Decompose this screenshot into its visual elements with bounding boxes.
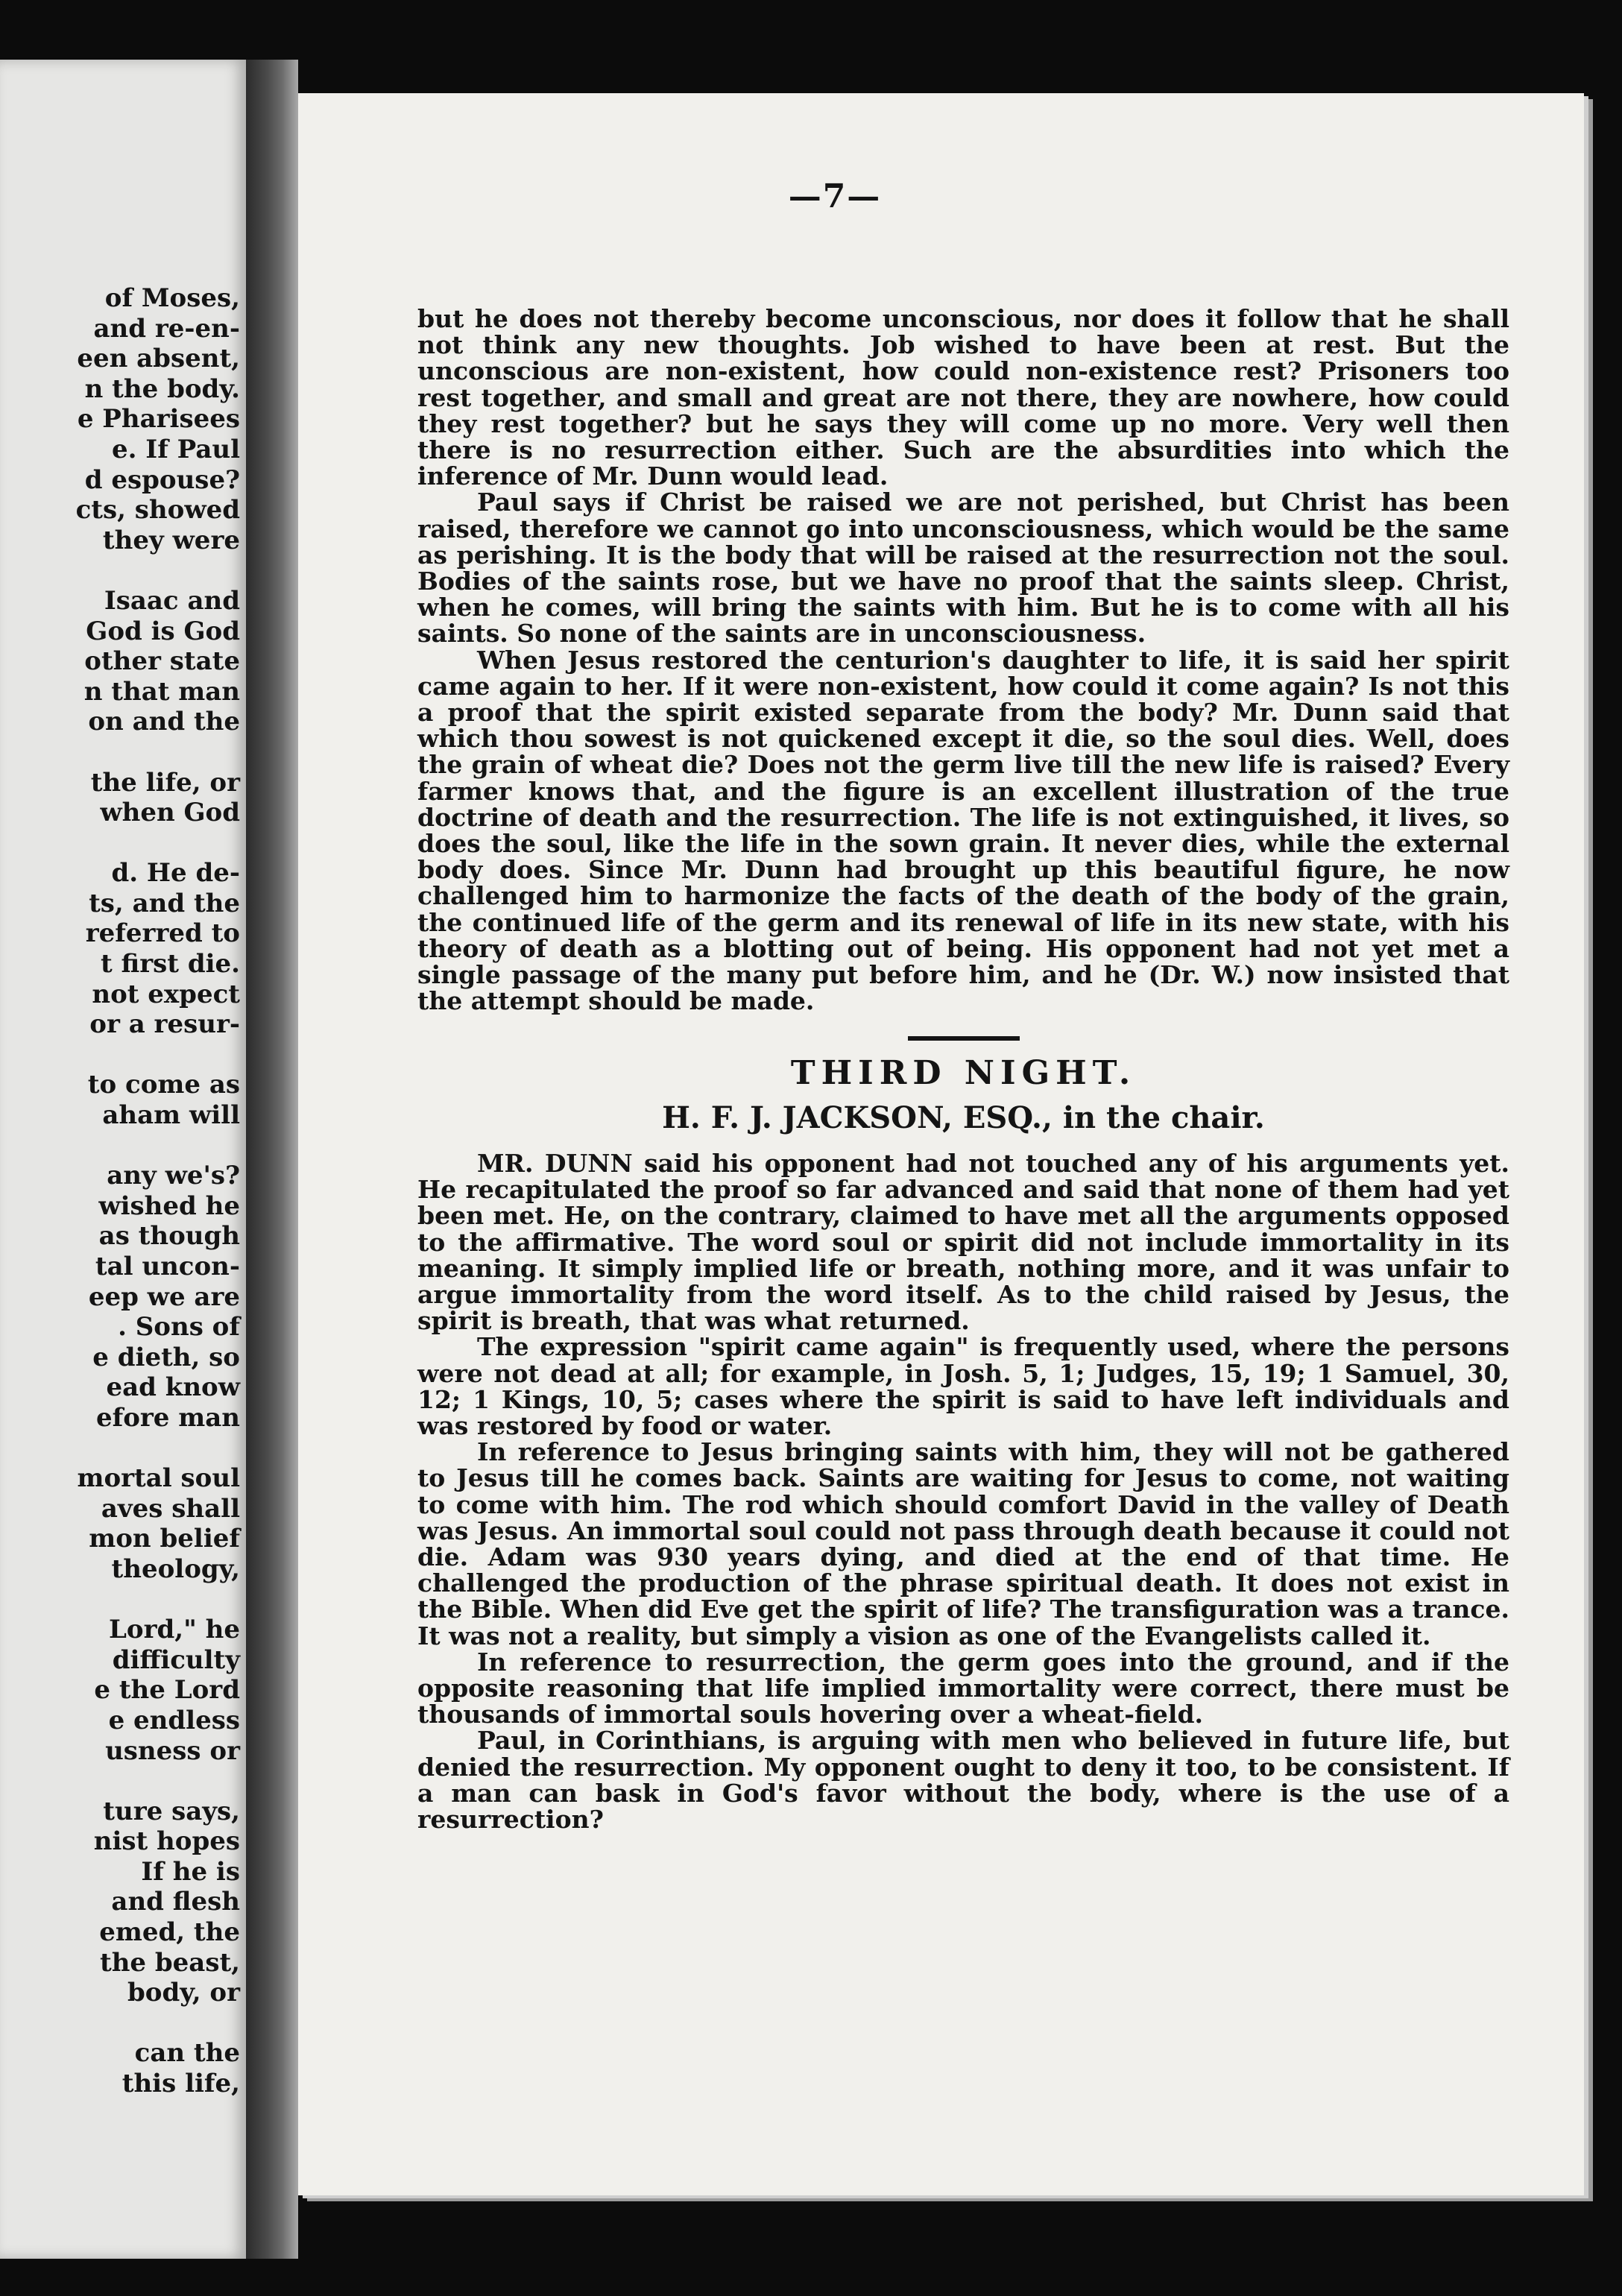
left-page-gap [1, 1040, 240, 1070]
left-page-line: of Moses, [104, 283, 240, 313]
left-page-line: tal uncon- [95, 1252, 240, 1281]
paragraph: In reference to Jesus bringing saints with him, they will not be gathered to Jesus till he comes back. Saints are waiting for Jesus to come, not waiting to come with him. The rod which should comfort David in the valley of Death was Jesus. An immortal soul could not pass through death because it could not die. Adam was 930 years dying, and died at the end of that time. He challenged the production of the phrase spiritual death. It does not exist in the Bible. When did Eve get the spirit of life? The transfiguration was a trance. It was not a reality, but simply a vision as one of the Evangelists called it. [417, 1437, 1509, 1650]
left-page-line: e dieth, so [92, 1342, 240, 1372]
left-page-line: can the [134, 2038, 240, 2069]
left-page-gap [1, 737, 240, 768]
left-page-line: referred to [85, 918, 240, 949]
left-page-line: eep we are [88, 1281, 240, 1312]
left-page-line: emed, the [99, 1917, 240, 1948]
text-block-first-night-end [417, 306, 1509, 1014]
paragraph: MR. DUNN said his opponent had not touched any of his arguments yet. He recapitulated the proof so far advanced and said that none of them had yet been met. He, on the contrary, claimed to have met all the arguments opposed to the affirmative. The word soul or spirit did not include immortality in its meaning. It simply implied life or breath, nothing more, and it was unfair to argue immortality from the word itself. As to the child raised by Jesus, the spirit is breath, that was what returned. [417, 1148, 1509, 1336]
left-page-line: aham will [102, 1100, 240, 1131]
left-page-line: n the body. [84, 373, 240, 404]
left-page-line: the beast, [99, 1947, 240, 1978]
left-page-line: . Sons of [118, 1312, 240, 1343]
section-title: THIRD NIGHT. [790, 1054, 1137, 1093]
left-page-line: d. He de- [111, 858, 240, 889]
left-page-line: aves shall [101, 1493, 240, 1524]
left-page-line: when God [100, 798, 240, 828]
left-page-line: they were [102, 525, 240, 555]
left-page-line: and flesh [111, 1887, 240, 1917]
left-page-line: theology, [111, 1554, 240, 1584]
left-page-line: difficulty [112, 1644, 240, 1675]
page-number: —7— [788, 177, 882, 215]
left-page-line: the life, or [90, 767, 240, 798]
left-page-gap [1, 555, 240, 586]
left-page-line: to come as [87, 1070, 240, 1100]
left-page-line: e the Lord [94, 1675, 240, 1706]
left-facing-page [0, 60, 246, 2259]
left-page-line: God is God [86, 616, 240, 646]
paragraph: When Jesus restored the centurion's daughter to life, it is said her spirit came again to her. If it were non-existent, how could it come again? Is not this a proof that the spirit existed separate from the body? Mr. Dunn said that which thou sowest is not quickened except it die, so the soul dies. Well, does the grain of wheat die? Does not the germ live till the new life is raised? Every farmer knows that, and the figure is an excellent illustration of the true doctrine of death and the resurrection. The life is not extinguished, it lives, so does the soul, like the life in the sown grain. It never dies, while the external body does. Since Mr. Dunn had brought up this beautiful figure, he now challenged him to harmonize the facts of the death of the body of the grain, the continued life of the germ and its renewal of life in its new state, with his theory of death as a blotting out of being. His opponent had not yet met a single passage of the many put before him, and he (Dr. W.) now insisted that the attempt should be made. [417, 645, 1509, 1016]
left-page-line: mortal soul [77, 1463, 240, 1494]
left-page-line: body, or [127, 1978, 240, 2008]
left-page-line: ead know [106, 1372, 240, 1403]
left-page-line: cts, showed [75, 495, 240, 526]
left-page-gap [1, 2008, 240, 2039]
paragraph: but he does not thereby become unconscious, nor does it follow that he shall not think any new thoughts. Job wished to have been at rest. But the unconscious are non-existent, how could non-existence rest? Prisoners too rest together, and small and great are not there, they are nowhere, how could they rest together? but he says they will come up no more. Very well then there is no resurrection either. Such are the absurdities into which the inference of Mr. Dunn would lead. [417, 304, 1509, 491]
section-divider [908, 1036, 1020, 1041]
left-page-line: e. If Paul [112, 434, 240, 464]
left-page-line: mon belief [89, 1524, 240, 1554]
left-page-line: usness or [105, 1735, 240, 1766]
left-page-line: as though [98, 1221, 240, 1252]
left-page-line: ts, and the [89, 888, 240, 918]
left-page-line: and re-en- [93, 313, 240, 344]
paragraph: Paul, in Corinthians, is arguing with men who believed in future life, but denied the resurrection. My opponent ought to deny it too, to be consistent. If a man can bask in God's favor without the body, where is the use of a resurrection? [417, 1726, 1509, 1834]
left-page-line: ture says, [103, 1796, 240, 1826]
left-page-line: this life, [122, 2069, 240, 2099]
page-body [417, 306, 1509, 1832]
text-block-third-night [417, 1150, 1509, 1832]
paragraph: Paul says if Christ be raised we are not perished, but Christ has been raised, therefore we cannot go into unconsciousness, which would be the same as perishing. It is the body that will be raised at the resurrection not the soul. Bodies of the saints rose, but we have no proof that the saints sleep. Christ, when he comes, will bring the saints with him. But he is to come with all his saints. So none of the saints are in unconsciousness. [417, 488, 1509, 649]
paragraph: The expression "spirit came again" is frequently used, where the persons were not dead at all; for example, in Josh. 5, 1; Judges, 15, 19; 1 Samuel, 30, 12; 1 Kings, 10, 5; cases where the spirit is said to have left individuals and was restored by food or water. [417, 1332, 1509, 1440]
left-page-line: other state [84, 646, 240, 677]
left-page-gap [1, 1766, 240, 1797]
left-page-line: or a resur- [89, 1009, 240, 1040]
left-page-line: n that man [83, 676, 240, 707]
left-page-line: Lord," he [108, 1615, 240, 1645]
left-page-gap [1, 1434, 240, 1464]
left-page-line: t first die. [100, 949, 240, 980]
left-page-line: e endless [108, 1705, 240, 1735]
left-page-line: d espouse? [84, 464, 240, 495]
left-page-line: wished he [98, 1190, 240, 1221]
left-page-line: on and the [88, 707, 240, 737]
left-page-line: If he is [141, 1856, 240, 1887]
left-page-gap [1, 1131, 240, 1161]
book-gutter [246, 60, 298, 2259]
left-page-line: nist hopes [93, 1826, 240, 1857]
paragraph: In reference to resurrection, the germ goes into the ground, and if the opposite reasoning that life implied immortality were correct, there must be thousands of immortal souls hovering over a wheat-field. [417, 1647, 1509, 1729]
left-page-line: een absent, [77, 344, 240, 374]
left-page-gap [1, 1585, 240, 1615]
left-page-line: efore man [95, 1402, 240, 1433]
left-page-line: not expect [92, 979, 240, 1009]
left-page-line: any we's? [107, 1161, 240, 1191]
left-page-line: e Pharisees [77, 404, 240, 435]
left-page-line: Isaac and [104, 585, 240, 616]
chair-line: H. F. J. JACKSON, ESQ., in the chair. [662, 1100, 1265, 1135]
left-page-gap [1, 828, 240, 859]
left-page-text [1, 283, 240, 2099]
